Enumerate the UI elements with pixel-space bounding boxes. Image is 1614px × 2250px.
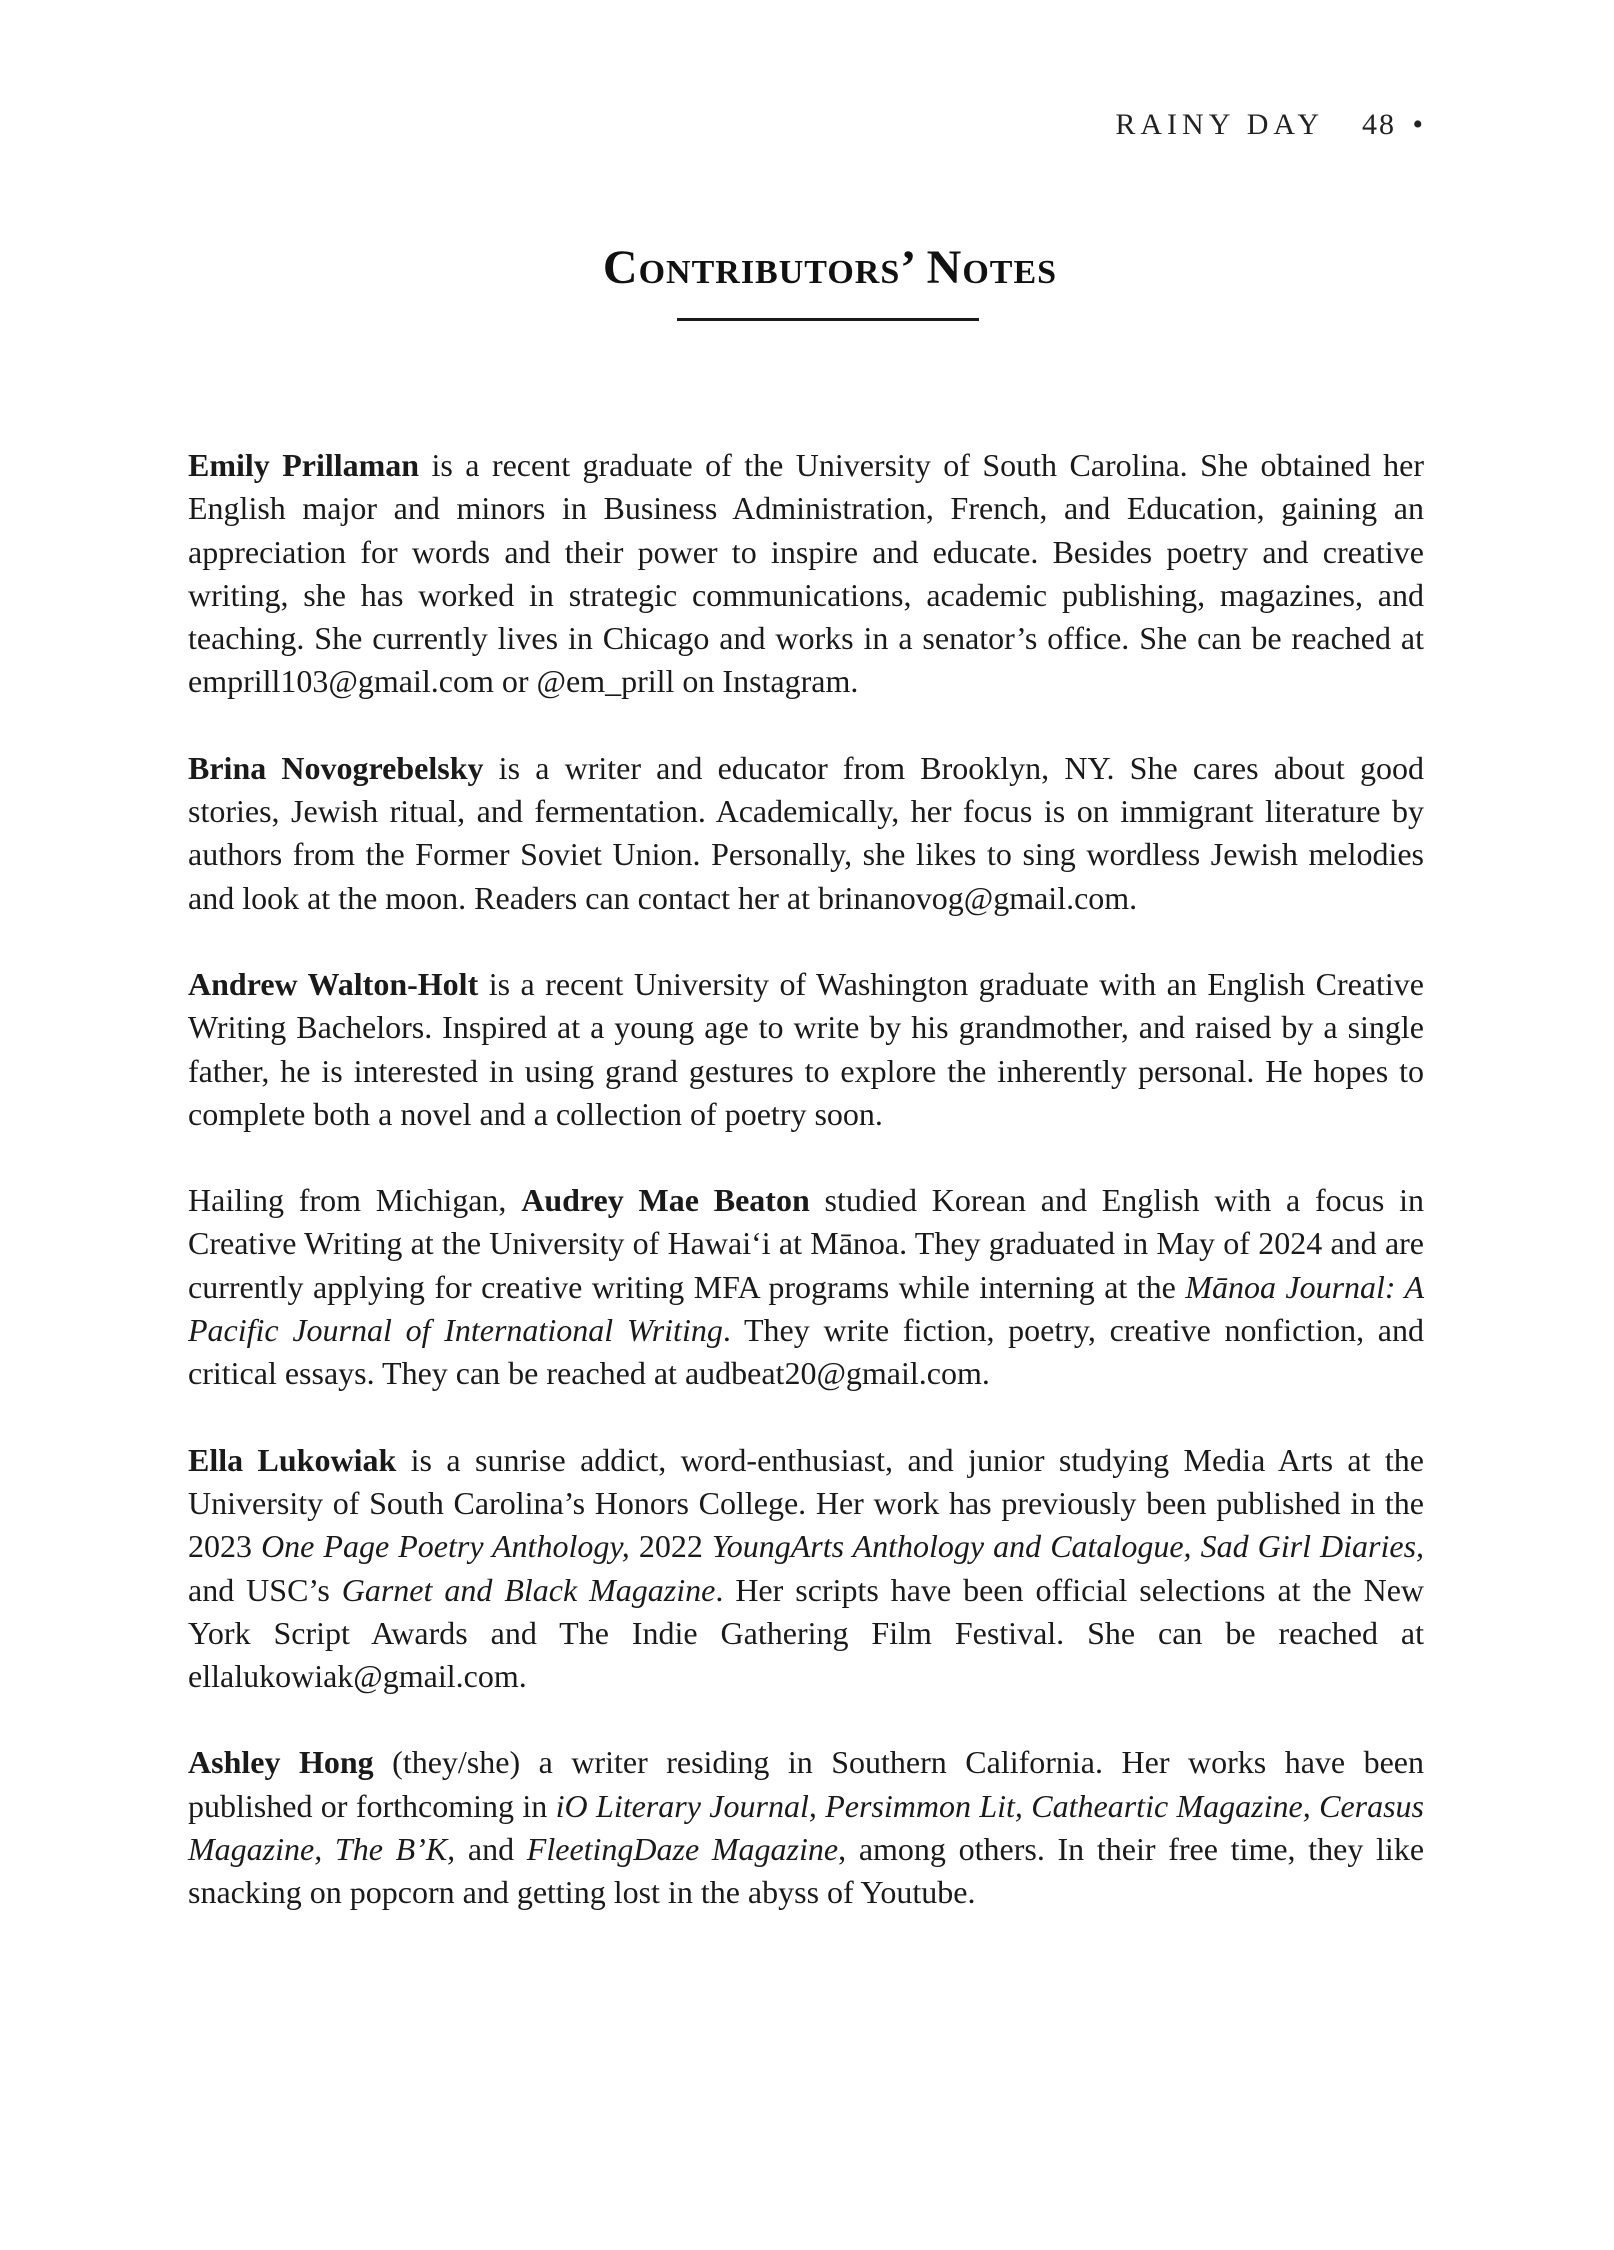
title-underline-divider bbox=[677, 318, 979, 321]
publication-title: One Page Poetry Anthology, bbox=[261, 1528, 630, 1565]
publication-title: Mānoa Journal: A Pacific Journal of International Writing bbox=[188, 1268, 1425, 1349]
page-number-bullet: • bbox=[1412, 108, 1428, 141]
publication-title: Garnet and Black Magazine bbox=[341, 1571, 716, 1608]
contributor-note-brina-novogrebelsky bbox=[188, 747, 1424, 920]
note-text: is a recent University of Washington graduate with an English Creative Writing Bachelors. Inspired at a young age to write by his grandmother, and raised by a single father, he is interested in using grand gestures to explore the inherently personal. He hopes to complete both a novel and a collection of poetry soon. bbox=[188, 965, 1425, 1132]
contributor-note-andrew-walton-holt bbox=[188, 963, 1424, 1136]
running-title: RAINY DAY bbox=[1115, 108, 1324, 141]
page-number: 48 bbox=[1361, 108, 1396, 141]
contributor-note-emily-prillaman bbox=[188, 444, 1424, 704]
contributor-name: Ella Lukowiak bbox=[188, 1441, 397, 1478]
note-text: studied Korean and English with a focus in Creative Writing at the University of Hawai‘i at Mānoa. They graduated in May of 2024 and are currently applying for creative writing MFA programs while interning at the bbox=[188, 1182, 1425, 1305]
note-text: and bbox=[455, 1831, 527, 1868]
note-text: Hailing from Michigan, bbox=[188, 1182, 522, 1219]
contributor-name: Audrey Mae Beaton bbox=[521, 1182, 810, 1219]
note-text: is a writer and educator from Brooklyn, NY. She cares about good stories, Jewish ritual, and fermentation. Academically, her focus is on immigrant literature by authors from the Former Soviet Union. Personally, she likes to sing wordless Jewish melodies and look at the moon. Readers can contact her at brinanovog@gmail.com. bbox=[188, 749, 1425, 916]
page-title: Contributors’ Notes bbox=[602, 241, 1058, 294]
publication-title: YoungArts Anthology and Catalogue, Sad Girl Diaries, bbox=[711, 1528, 1425, 1565]
running-head bbox=[1115, 108, 1428, 142]
contributor-note-ashley-hong bbox=[188, 1741, 1424, 1914]
contributor-note-ella-lukowiak bbox=[188, 1439, 1424, 1699]
note-text: , among others. In their free time, they like snacking on popcorn and getting lost in the abyss of Youtube. bbox=[188, 1831, 1425, 1911]
note-text: and USC’s bbox=[188, 1571, 342, 1608]
contributor-name: Brina Novogrebelsky bbox=[188, 749, 484, 786]
note-text: (they/she) a writer residing in Southern California. Her works have been published or forthcoming in bbox=[188, 1744, 1425, 1824]
contributor-note-audrey-mae-beaton bbox=[188, 1179, 1424, 1395]
publication-title: iO Literary Journal, Persimmon Lit, Catheartic Magazine, Cerasus Magazine, The B’K, bbox=[188, 1787, 1425, 1868]
note-text: 2022 bbox=[629, 1528, 712, 1565]
note-text: . Her scripts have been official selections at the New York Script Awards and The Indie Gathering Film Festival. She can be reached at ellalukowiak@gmail.com. bbox=[188, 1571, 1424, 1695]
note-text: is a recent graduate of the University of South Carolina. She obtained her English major and minors in Business Administration, French, and Education, gaining an appreciation for words and their power to inspire and educate. Besides poetry and creative writing, she has worked in strategic communications, academic publishing, magazines, and teaching. She currently lives in Chicago and works in a senator’s office. She can be reached at emprill103@gmail.com or @em_prill on Instagram. bbox=[188, 447, 1425, 700]
contributor-name: Ashley Hong bbox=[188, 1744, 374, 1781]
note-text: . They write fiction, poetry, creative nonfiction, and critical essays. They can be reached at audbeat20@gmail.com. bbox=[188, 1312, 1425, 1392]
note-text: is a sunrise addict, word-enthusiast, and junior studying Media Arts at the University of South Carolina’s Honors College. Her work has previously been published in the 2023 bbox=[188, 1441, 1425, 1565]
contributor-name: Emily Prillaman bbox=[188, 447, 420, 483]
contributor-name: Andrew Walton-Holt bbox=[188, 965, 479, 1002]
publication-title: FleetingDaze Magazine bbox=[526, 1831, 839, 1868]
contributor-notes-list bbox=[188, 444, 1424, 1958]
